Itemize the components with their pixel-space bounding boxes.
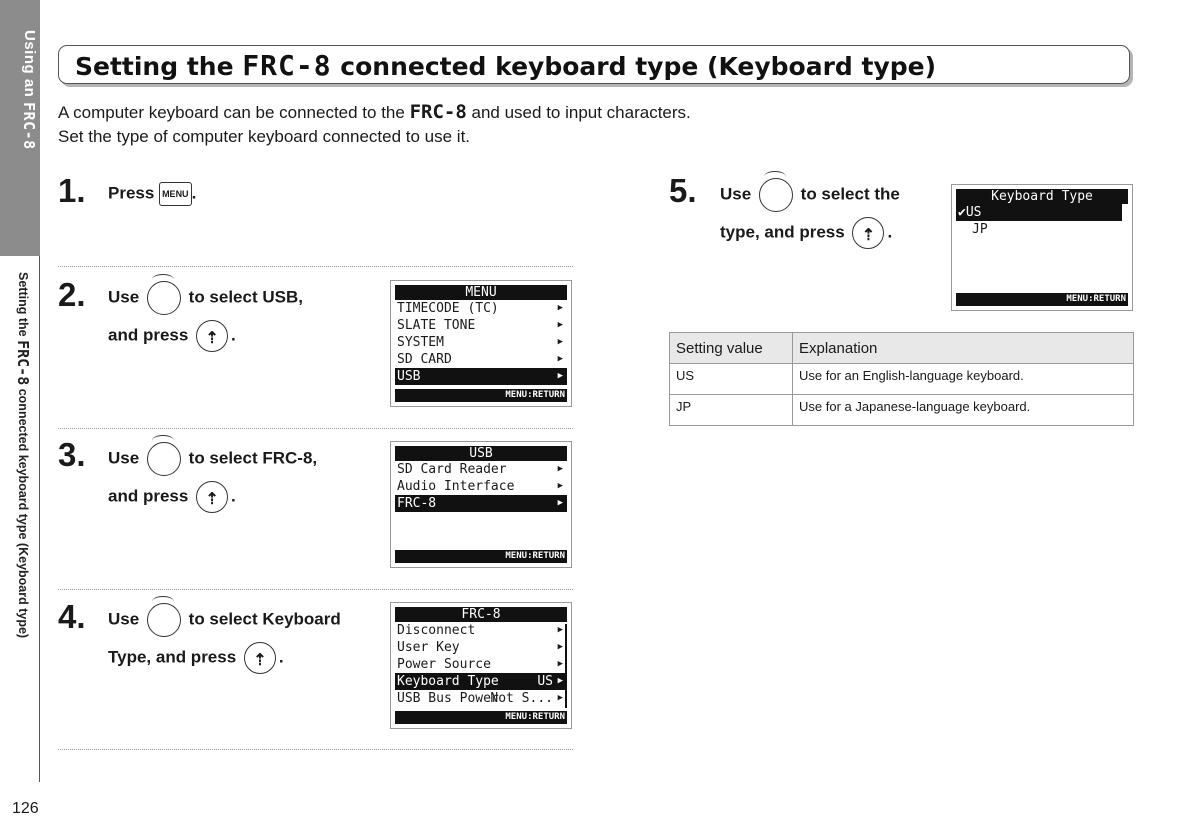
- dial-icon: [147, 442, 181, 476]
- table-header: Setting value: [670, 333, 793, 364]
- enter-button-icon: ⇡: [196, 320, 228, 352]
- screen-frc8-footer: MENU:RETURN: [395, 711, 567, 724]
- section-tab: [0, 0, 40, 256]
- step-3-line-2: [108, 481, 236, 513]
- step-3-number: 3.: [58, 436, 86, 473]
- screen-menu-item-label: USB: [397, 369, 421, 384]
- screen-frc8-item-value: Not S...: [490, 691, 553, 706]
- table-cell: Use for an English-language keyboard.: [793, 364, 1134, 395]
- step-2-text-b: to select USB,: [188, 287, 303, 307]
- step-2-line-2: [108, 320, 236, 352]
- step-4-text-c: Type, and press: [108, 647, 237, 667]
- intro-line1-suffix: and used to input characters.: [471, 103, 691, 122]
- screen-usb-item-label: FRC-8: [397, 496, 437, 511]
- step-2-number: 2.: [58, 276, 86, 313]
- step-3-text-d: .: [231, 486, 236, 506]
- step-1-text-a: Press: [108, 183, 155, 203]
- screen-frc8-item: [395, 656, 567, 673]
- section-tab-logo: FRC-8: [20, 102, 38, 150]
- screen-frc8-item: [395, 639, 567, 656]
- step-5-line-1: [720, 178, 900, 212]
- step-separator: [58, 266, 573, 267]
- screen-kbtype-title: Keyboard Type: [956, 189, 1128, 204]
- step-4-text-b: to select Keyboard: [188, 609, 341, 629]
- menu-key-icon: MENU: [159, 182, 192, 206]
- step-1-text-b: .: [191, 183, 197, 203]
- right-arrow-icon: ▶: [557, 481, 563, 491]
- table-cell: JP: [670, 395, 793, 426]
- table-header-row: [670, 333, 1134, 364]
- screen-menu-footer: MENU:RETURN: [395, 389, 567, 402]
- step-3-text-c: and press: [108, 486, 189, 506]
- screen-frc8-item-selected: [395, 673, 567, 690]
- right-arrow-icon: ▶: [557, 693, 563, 703]
- step-1-number: 1.: [58, 172, 86, 209]
- enter-button-icon: ⇡: [244, 642, 276, 674]
- right-arrow-icon: ▶: [557, 320, 563, 330]
- step-1-text: [108, 182, 196, 206]
- step-5-text-b: to select the: [800, 184, 900, 204]
- step-4-text-d: .: [278, 647, 284, 667]
- side-divider: [39, 256, 40, 782]
- screen-usb-item: [395, 461, 567, 478]
- screen-frc8: [390, 602, 572, 729]
- step-5-text-c: type, and press: [720, 222, 845, 242]
- screen-usb-item-label: Audio Interface: [397, 479, 515, 494]
- step-3-text-b: to select FRC-8,: [188, 448, 318, 468]
- step-4-number: 4.: [58, 598, 86, 635]
- screen-usb-item-selected: [395, 495, 567, 512]
- right-arrow-icon: ▶: [557, 464, 563, 474]
- right-arrow-icon: ▶: [557, 659, 563, 669]
- dial-icon: [147, 603, 181, 637]
- step-2-text-a: Use: [108, 287, 140, 307]
- step-separator: [58, 589, 573, 590]
- intro-line1-prefix: A computer keyboard can be connected to the: [58, 103, 405, 122]
- screen-kbtype-item-label: US: [965, 205, 982, 220]
- title-suffix: connected keyboard type (Keyboard type): [340, 52, 937, 81]
- table-cell: US: [670, 364, 793, 395]
- screen-usb: [390, 441, 572, 568]
- page-title: [75, 49, 936, 82]
- right-arrow-icon: ▶: [557, 354, 563, 364]
- screen-menu-item: [395, 334, 567, 351]
- section-tab-prefix: Using an: [21, 30, 38, 98]
- screen-frc8-item-label: User Key: [397, 640, 460, 655]
- screen-scrollbar: [565, 624, 567, 708]
- running-header-prefix: Setting the: [16, 272, 30, 337]
- step-2-line-1: [108, 281, 303, 315]
- title-bar: [58, 45, 1130, 84]
- step-3-line-1: [108, 442, 317, 476]
- intro-text: [58, 100, 691, 149]
- title-prefix: Setting the: [75, 52, 234, 81]
- right-arrow-icon: ▶: [557, 642, 563, 652]
- table-cell: Use for a Japanese-language keyboard.: [793, 395, 1134, 426]
- screen-menu-item-label: SLATE TONE: [397, 318, 476, 333]
- section-tab-label: [20, 30, 38, 150]
- enter-button-icon: ⇡: [196, 481, 228, 513]
- dial-icon: [759, 178, 793, 212]
- screen-menu-item: [395, 317, 567, 334]
- screen-frc8-item-label: Power Source: [397, 657, 491, 672]
- right-arrow-icon: ▶: [557, 303, 563, 313]
- step-2-text-c: and press: [108, 325, 189, 345]
- enter-button-icon: ⇡: [852, 217, 884, 249]
- screen-usb-title: USB: [395, 446, 567, 461]
- intro-line-2: Set the type of computer keyboard connected to use it.: [58, 127, 471, 146]
- screen-frc8-item: [395, 622, 567, 639]
- step-separator: [58, 749, 573, 750]
- screen-menu-item-label: SYSTEM: [397, 335, 444, 350]
- step-4-line-1: [108, 603, 341, 637]
- screen-menu-item-selected: [395, 368, 567, 385]
- right-arrow-icon: ▶: [557, 625, 563, 635]
- screen-frc8-item-label: Keyboard Type: [397, 674, 499, 689]
- right-arrow-icon: ▶: [557, 498, 563, 508]
- step-5-text-a: Use: [720, 184, 752, 204]
- right-arrow-icon: ▶: [557, 676, 563, 686]
- screen-kbtype-item-selected: [956, 204, 1122, 221]
- screen-menu: [390, 280, 572, 407]
- table-row: [670, 395, 1134, 426]
- screen-frc8-title: FRC-8: [395, 607, 567, 622]
- screen-menu-item: [395, 300, 567, 317]
- step-separator: [58, 428, 573, 429]
- screen-usb-item-label: SD Card Reader: [397, 462, 507, 477]
- screen-menu-title: MENU: [395, 285, 567, 300]
- step-3-text-a: Use: [108, 448, 140, 468]
- step-4-text-a: Use: [108, 609, 140, 629]
- running-header: [14, 272, 32, 638]
- page-number: 126: [12, 800, 39, 817]
- running-header-logo: FRC-8: [14, 340, 32, 386]
- screen-kbtype-footer: MENU:RETURN: [956, 293, 1128, 306]
- step-4-line-2: [108, 642, 284, 674]
- right-arrow-icon: ▶: [557, 371, 563, 381]
- step-5-number: 5.: [669, 172, 697, 209]
- screen-usb-footer: MENU:RETURN: [395, 550, 567, 563]
- screen-kbtype-item: [956, 221, 1128, 238]
- screen-frc8-item-label: USB Bus Power: [397, 691, 499, 706]
- step-5-text-d: .: [887, 222, 893, 242]
- screen-menu-item-label: SD CARD: [397, 352, 452, 367]
- intro-line-1: [58, 100, 691, 125]
- screen-kbtype-item-label: JP: [972, 222, 988, 237]
- dial-icon: [147, 281, 181, 315]
- screen-keyboard-type: [951, 184, 1133, 311]
- checkmark-icon: ✔: [958, 205, 966, 220]
- title-logo: FRC-8: [242, 49, 332, 82]
- screen-usb-item: [395, 478, 567, 495]
- screen-menu-item: [395, 351, 567, 368]
- setting-table: [669, 332, 1134, 426]
- running-header-suffix: connected keyboard type (Keyboard type): [16, 388, 30, 639]
- step-5-line-2: [720, 217, 892, 249]
- screen-frc8-item-value: US: [537, 674, 553, 689]
- step-2-text-d: .: [231, 325, 236, 345]
- intro-logo: FRC-8: [409, 101, 467, 123]
- screen-menu-item-label: TIMECODE (TC): [397, 301, 499, 316]
- screen-frc8-item-label: Disconnect: [397, 623, 476, 638]
- table-header: Explanation: [793, 333, 1134, 364]
- right-arrow-icon: ▶: [557, 337, 563, 347]
- table-row: [670, 364, 1134, 395]
- screen-frc8-item: [395, 690, 567, 707]
